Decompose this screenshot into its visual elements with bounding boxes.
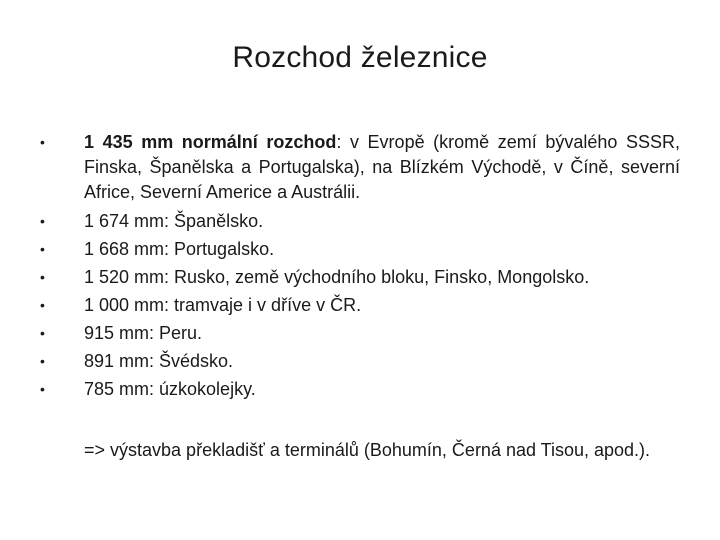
list-item-text: : v Evropě (kromě zemí bývalého SSSR, Finska, Španělska a Portugalska), na Blízkém Východě, v Číně, severní Africe, Severní Americe a Austrálii. [84, 132, 680, 202]
bullet-icon: • [40, 297, 45, 313]
list-item [40, 265, 680, 290]
slide-title: Rozchod železnice [232, 41, 488, 74]
list-item-text: 1 520 mm: Rusko, země východního bloku, Finsko, Mongolsko. [84, 267, 590, 287]
list-item [40, 377, 680, 402]
list-item-text: 1 000 mm: tramvaje i v dříve v ČR. [84, 295, 362, 315]
list-item [40, 321, 680, 346]
bullet-icon: • [40, 134, 45, 150]
bullet-icon: • [40, 325, 45, 341]
list-item [40, 293, 680, 318]
list-item-text: 915 mm: Peru. [84, 323, 203, 343]
list-item-text: 1 668 mm: Portugalsko. [84, 239, 275, 259]
list-item [40, 237, 680, 262]
list-item [40, 130, 680, 205]
bullet-icon: • [40, 269, 45, 285]
bullet-icon: • [40, 381, 45, 397]
bullet-list [40, 130, 680, 405]
conclusion-text: => výstavba překladišť a terminálů (Bohumín, Černá nad Tisou, apod.). [84, 440, 651, 460]
list-item-text: 1 674 mm: Španělsko. [84, 211, 264, 231]
bullet-icon: • [40, 213, 45, 229]
gauge-highlight: 1 435 mm normální rozchod [84, 132, 337, 152]
bullet-icon: • [40, 241, 45, 257]
list-item-text: 785 mm: úzkokolejky. [84, 379, 256, 399]
list-item-text: 891 mm: Švédsko. [84, 351, 234, 371]
list-item [40, 209, 680, 234]
list-item [40, 349, 680, 374]
bullet-icon: • [40, 353, 45, 369]
